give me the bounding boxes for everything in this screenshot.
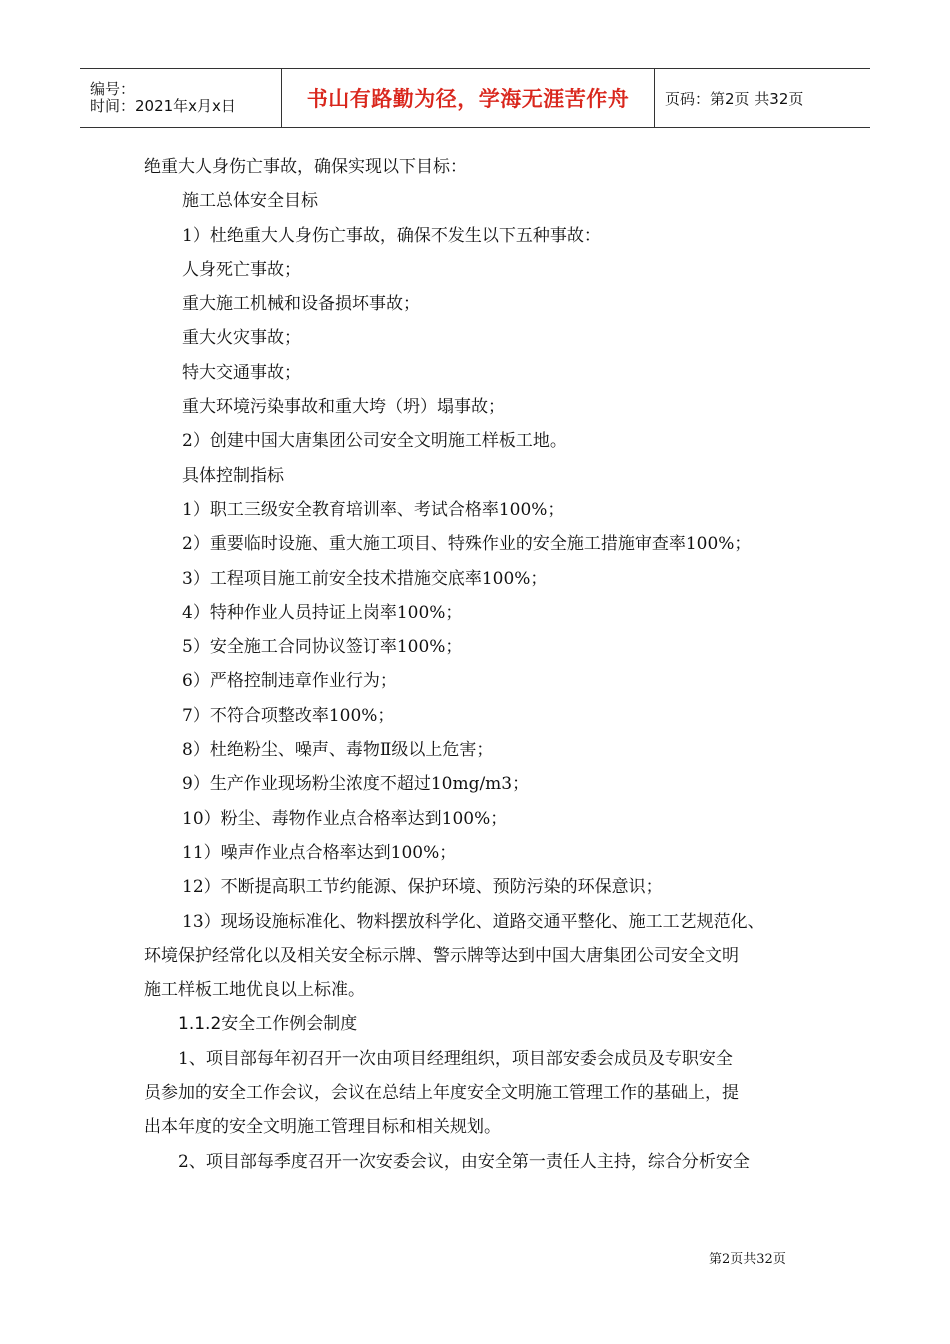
meeting-para-1-line-2: 员参加的安全工作会议，会议在总结上年度安全文明施工管理工作的基础上，提 bbox=[144, 1083, 739, 1104]
indicator-item: 9）生产作业现场粉尘浓度不超过10mg/m3； bbox=[182, 774, 530, 795]
accident-item: 人身死亡事故； bbox=[182, 259, 301, 280]
accident-item: 重大环境污染事故和重大垮（坍）塌事故； bbox=[182, 397, 505, 418]
accident-item: 特大交通事故； bbox=[182, 362, 301, 383]
header-meta bbox=[80, 69, 282, 127]
document-header bbox=[80, 68, 870, 128]
indicator-item: 8）杜绝粉尘、噪声、毒物Ⅱ级以上危害； bbox=[182, 740, 494, 761]
goal-item-1: 1）杜绝重大人身伤亡事故，确保不发生以下五种事故： bbox=[182, 225, 601, 246]
date-label: 时间：2021年x月x日 bbox=[90, 97, 236, 115]
indicator-item: 4）特种作业人员持证上岗率100%； bbox=[182, 602, 463, 623]
indicator-item: 11）噪声作业点合格率达到100%； bbox=[182, 842, 457, 863]
indicator-item-13-line-2: 环境保护经常化以及相关安全标示牌、警示牌等达到中国大唐集团公司安全文明 bbox=[144, 945, 739, 966]
indicator-item: 12）不断提高职工节约能源、保护环境、预防污染的环保意识； bbox=[182, 877, 663, 898]
section-heading: 1.1.2安全工作例会制度 bbox=[178, 1014, 358, 1035]
header-page-label: 页码：第2页 共32页 bbox=[665, 89, 804, 108]
indicator-item-13-line-1: 13）现场设施标准化、物料摆放科学化、道路交通平整化、施工工艺规范化、 bbox=[182, 911, 765, 932]
indicator-title: 具体控制指标 bbox=[182, 465, 284, 486]
indicator-item-13-line-3: 施工样板工地优良以上标准。 bbox=[144, 980, 365, 1001]
indicator-item: 7）不符合项整改率100%； bbox=[182, 705, 395, 726]
indicator-item: 2）重要临时设施、重大施工项目、特殊作业的安全施工措施审查率100%； bbox=[182, 534, 752, 555]
serial-label: 编号： bbox=[90, 80, 136, 98]
meeting-para-1-line-3: 出本年度的安全文明施工管理目标和相关规划。 bbox=[144, 1117, 501, 1138]
meeting-para-2-line-1: 2、项目部每季度召开一次安委会议，由安全第一责任人主持，综合分析安全 bbox=[178, 1151, 750, 1172]
indicator-item: 10）粉尘、毒物作业点合格率达到100%； bbox=[182, 808, 508, 829]
indicator-item: 3）工程项目施工前安全技术措施交底率100%； bbox=[182, 568, 548, 589]
accident-item: 重大火灾事故； bbox=[182, 328, 301, 349]
document-body bbox=[144, 150, 810, 1179]
meeting-para-1-line-1: 1、项目部每年初召开一次由项目经理组织，项目部安委会成员及专职安全 bbox=[178, 1048, 733, 1069]
indicator-item: 6）严格控制违章作业行为； bbox=[182, 671, 397, 692]
accident-item: 重大施工机械和设备损坏事故； bbox=[182, 294, 420, 315]
page-footer: 第2页共32页 bbox=[709, 1252, 786, 1267]
indicator-item: 1）职工三级安全教育培训率、考试合格率100%； bbox=[182, 499, 565, 520]
goal-item-2: 2）创建中国大唐集团公司安全文明施工样板工地。 bbox=[182, 431, 567, 452]
header-motto: 书山有路勤为径，学海无涯苦作舟 bbox=[282, 69, 655, 127]
intro-text: 绝重大人身伤亡事故，确保实现以下目标： bbox=[144, 157, 467, 177]
indicator-item: 5）安全施工合同协议签订率100%； bbox=[182, 637, 463, 658]
goal-title: 施工总体安全目标 bbox=[182, 191, 318, 212]
